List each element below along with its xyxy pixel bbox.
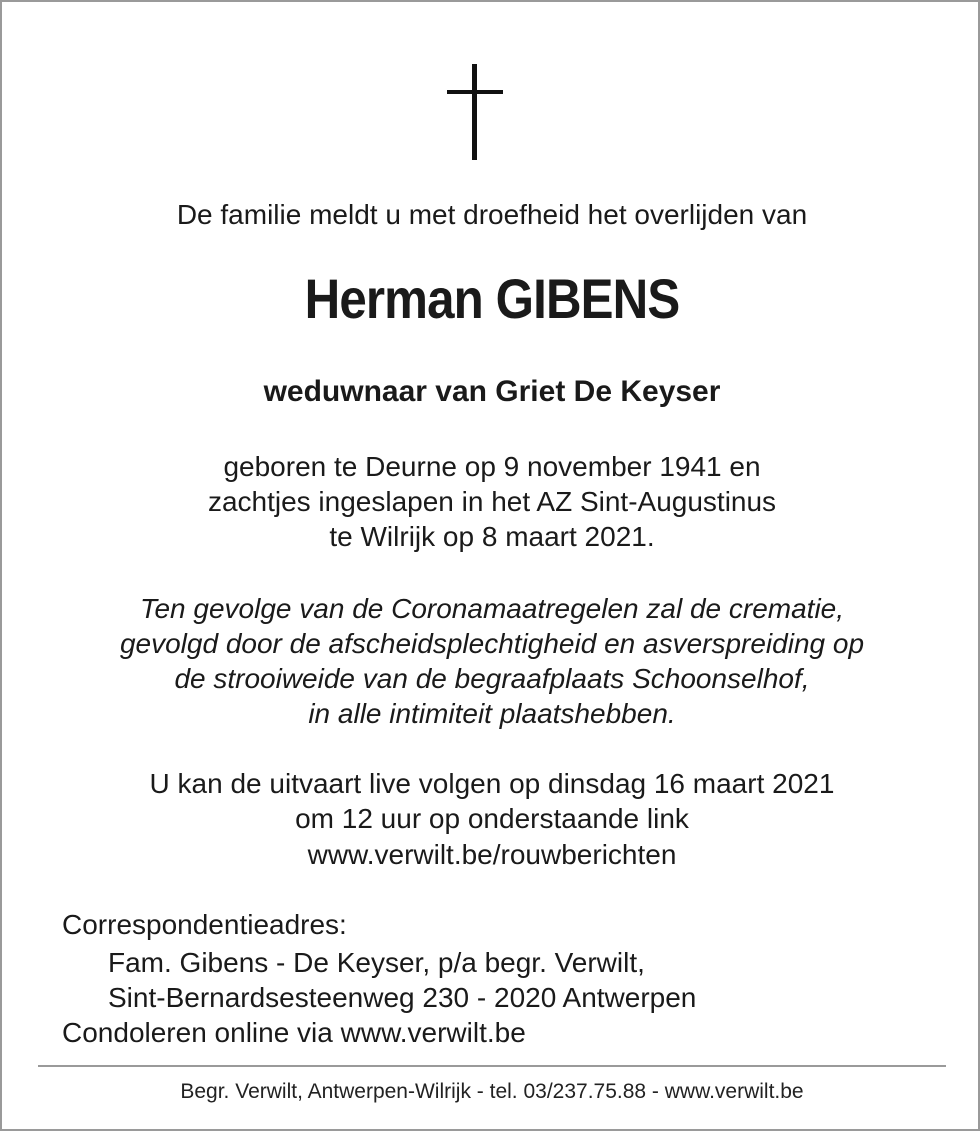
- condolences-text: Condoleren online via www.verwilt.be: [62, 1017, 526, 1048]
- correspondence-label: Correspondentieadres:: [62, 909, 347, 940]
- cross-horizontal-bar: [447, 90, 503, 94]
- footer-divider: [38, 1065, 946, 1067]
- deceased-name: Herman GIBENS: [304, 267, 680, 330]
- correspondence-address-line-2: Sint-Bernardsesteenweg 230 - 2020 Antwerpen: [108, 982, 697, 1013]
- ceremony-line-1: Ten gevolge van de Coronamaatregelen zal de crematie,: [139, 593, 845, 624]
- intro-text: De familie meldt u met droefheid het overlijden van: [176, 199, 808, 230]
- birth-death-line-1: geboren te Deurne op 9 november 1941 en: [223, 451, 761, 482]
- cross-vertical-bar: [472, 64, 477, 160]
- birth-death-line-2: zachtjes ingeslapen in het AZ Sint-Augustinus: [207, 486, 777, 517]
- ceremony-line-4: in alle intimiteit plaatshebben.: [308, 698, 676, 729]
- ceremony-line-2: gevolgd door de afscheidsplechtigheid en asverspreiding op: [119, 628, 865, 659]
- livestream-link: www.verwilt.be/rouwberichten: [307, 839, 677, 870]
- widower-of-text: weduwnaar van Griet De Keyser: [263, 375, 721, 408]
- cross-icon: [447, 64, 503, 160]
- livestream-line-2: om 12 uur op onderstaande link: [295, 803, 689, 834]
- livestream-line-1: U kan de uitvaart live volgen op dinsdag 16 maart 2021: [149, 768, 835, 799]
- footer-text: Begr. Verwilt, Antwerpen-Wilrijk - tel. 03/237.75.88 - www.verwilt.be: [180, 1080, 804, 1103]
- ceremony-line-3: de strooiweide van de begraafplaats Schoonselhof,: [174, 663, 810, 694]
- correspondence-address-line-1: Fam. Gibens - De Keyser, p/a begr. Verwilt,: [108, 947, 645, 978]
- birth-death-line-3: te Wilrijk op 8 maart 2021.: [329, 521, 655, 552]
